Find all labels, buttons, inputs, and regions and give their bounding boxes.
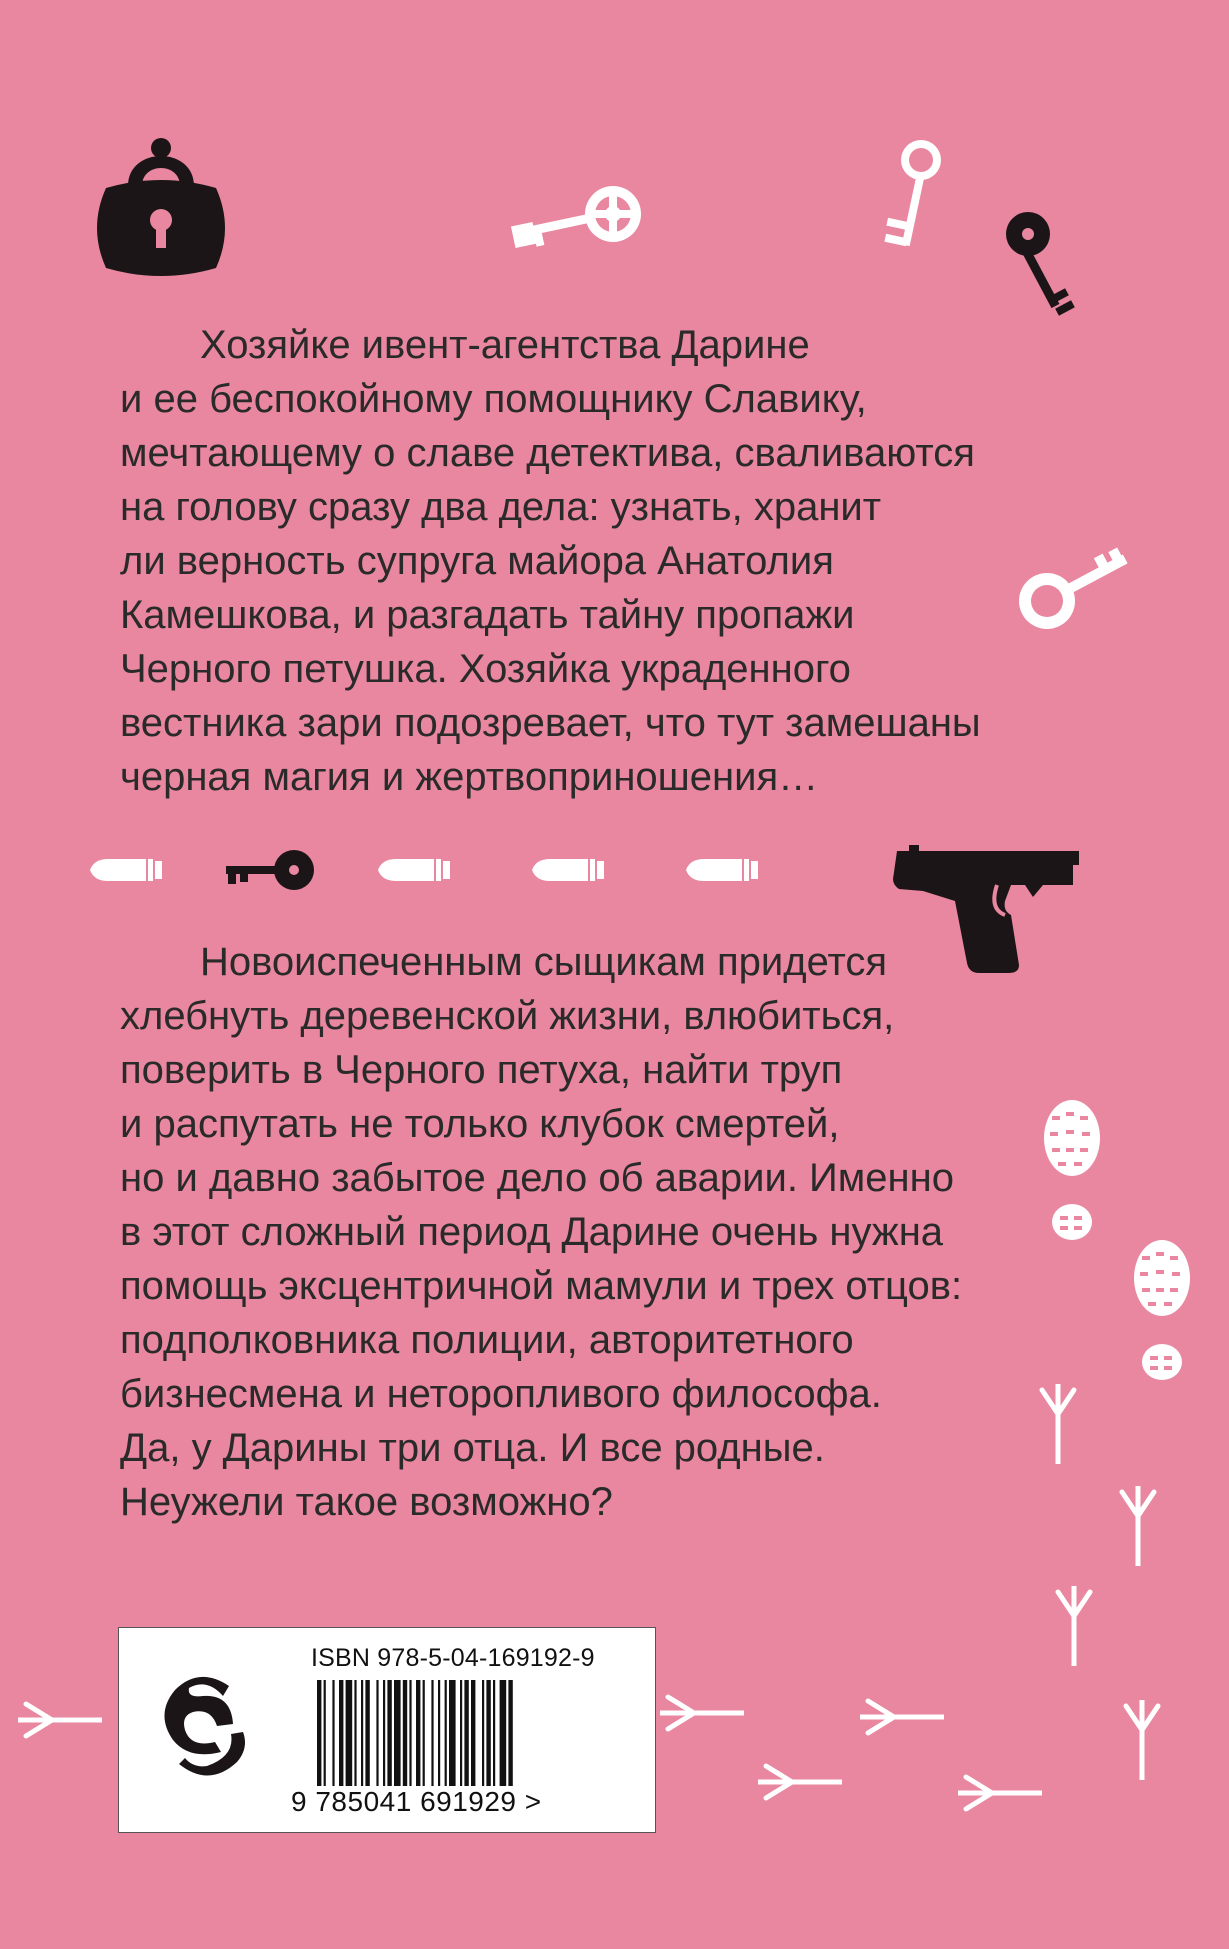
bird-track-icon	[660, 1693, 744, 1733]
blurb-line: мечтающему о славе детектива, сваливаются	[120, 431, 975, 475]
blurb-line: хлебнуть деревенской жизни, влюбиться,	[120, 994, 895, 1038]
blurb-line: Новоиспеченным сыщикам придется	[200, 940, 888, 984]
blurb-line: Да, у Дарины три отца. И все родные.	[120, 1426, 825, 1470]
publisher-logo-icon	[159, 1668, 249, 1788]
bird-track-icon	[860, 1697, 944, 1737]
bird-track-icon	[18, 1700, 102, 1740]
bird-track-icon	[1038, 1384, 1078, 1464]
blurb-line: на голову сразу два дела: узнать, хранит	[120, 485, 882, 529]
barcode	[315, 1680, 615, 1798]
bird-track-icon	[958, 1773, 1042, 1813]
blurb-line: Неужели такое возможно?	[120, 1480, 613, 1524]
dark-key-icon	[1000, 208, 1080, 323]
isbn-number: ISBN 978-5-04-169192-9	[311, 1644, 595, 1672]
small-key-icon	[218, 848, 318, 892]
blurb-line: ли верность супруга майора Анатолия	[120, 539, 834, 583]
footprint-icon	[1128, 1240, 1196, 1390]
blurb-line: Хозяйке ивент-агентства Дарине	[200, 323, 810, 367]
blurb-line: в этот сложный период Дарине очень нужна	[120, 1210, 944, 1254]
blurb-paragraph-1	[120, 318, 1040, 804]
blurb-line: но и давно забытое дело об аварии. Именно	[120, 1156, 954, 1200]
bird-track-icon	[758, 1762, 842, 1802]
skeleton-key-icon	[875, 138, 945, 263]
blurb-line: Камешкова, и разгадать тайну пропажи	[120, 593, 855, 637]
blurb-line: бизнесмена и неторопливого философа.	[120, 1372, 882, 1416]
bullet-icon	[686, 857, 758, 883]
blurb-line: и распутать не только клубок смертей,	[120, 1102, 840, 1146]
footprint-icon	[1038, 1100, 1106, 1250]
barcode-digits: 9 785041 691929 >	[291, 1786, 542, 1817]
blurb-line: помощь эксцентричной мамули и трех отцов:	[120, 1264, 963, 1308]
blurb-line: Черного петушка. Хозяйка украденного	[120, 647, 851, 691]
bullet-icon	[532, 857, 604, 883]
blurb-line: черная магия и жертвоприношения…	[120, 755, 819, 799]
padlock-icon	[88, 128, 234, 284]
bird-track-icon	[1122, 1700, 1162, 1780]
isbn-barcode-box	[118, 1627, 656, 1833]
bird-track-icon	[1054, 1586, 1094, 1666]
bird-track-icon	[1118, 1486, 1158, 1566]
ornate-key-icon	[505, 180, 655, 260]
bullet-icon	[378, 857, 450, 883]
blurb-paragraph-2	[120, 935, 1040, 1529]
blurb-line: поверить в Черного петуха, найти труп	[120, 1048, 843, 1092]
blurb-line: и ее беспокойному помощнику Славику,	[120, 377, 867, 421]
blurb-line: вестника зари подозревает, что тут замешаны	[120, 701, 981, 745]
blurb-line: подполковника полиции, авторитетного	[120, 1318, 854, 1362]
bullet-icon	[90, 857, 162, 883]
